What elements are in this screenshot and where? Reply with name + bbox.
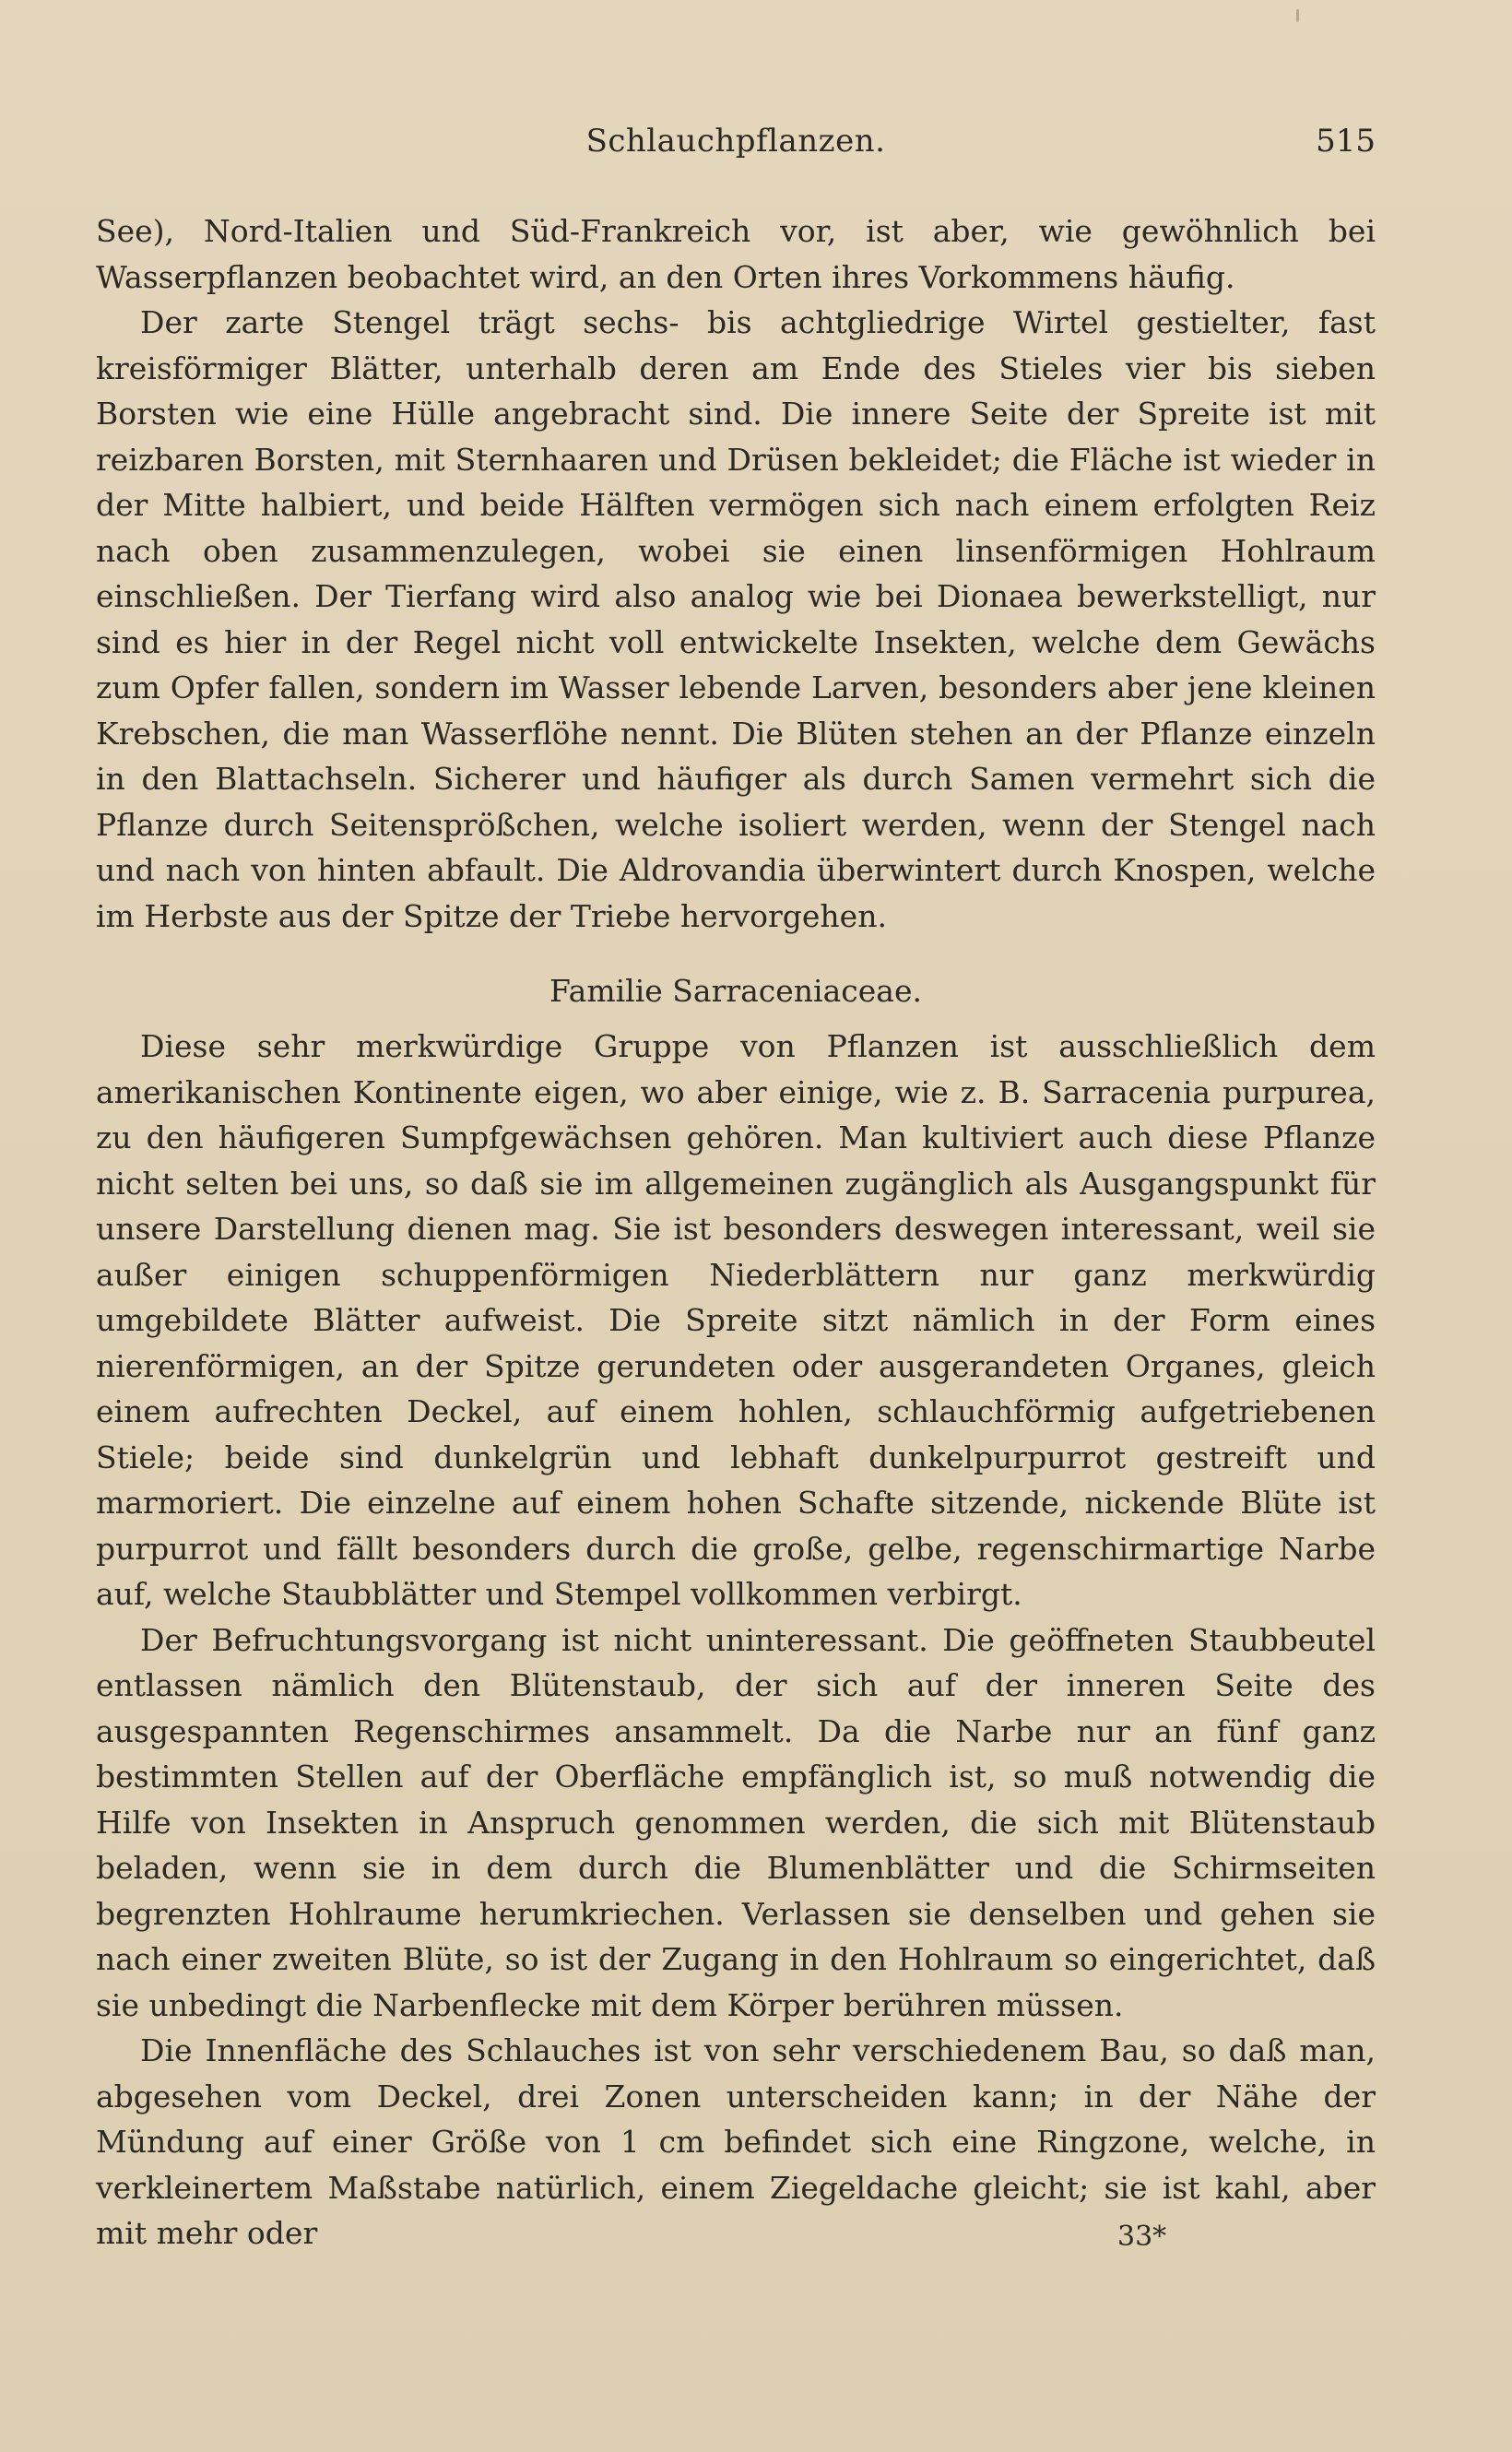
section-heading: Familie Sarraceniaceae.: [549, 973, 922, 1009]
paragraph-3: Diese sehr merkwürdige Gruppe von Pflanzen ist ausschließlich dem amerikanischen Kontinente eigen, wo aber einige, wie z. B. Sarracenia purpurea, zu den häufigeren Sumpfgewächsen gehören. Man kultiviert auch diese Pflanze nicht selten bei uns, so daß sie im allgemeinen zugänglich als Ausgangspunkt für unsere Darstellung dienen mag. Sie ist besonders deswegen interessant, weil sie außer einigen schuppenförmigen Niederblättern nur ganz merkwürdig umgebildete Blätter aufweist. Die Spreite sitzt nämlich in der Form eines nierenförmigen, an der Spitze gerundeten oder ausgerandeten Organes, gleich einem aufrechten Deckel, auf einem hohlen, schlauchförmig aufgetriebenen Stiele; beide sind dunkelgrün und lebhaft dunkelpurpurrot gestreift und marmoriert. Die einzelne auf einem hohen Schafte sitzende, nickende Blüte ist purpurrot und fällt besonders durch die große, gelbe, regenschirmartige Narbe auf, welche Staubblätter und Stempel vollkommen verbirgt.: [96, 1028, 1376, 1612]
paragraph-5: Die Innenfläche des Schlauches ist von sehr verschiedenem Bau, so daß man, abgesehen vom Deckel, drei Zonen unterscheiden kann; in der Nähe der Mündung auf einer Größe von 1 cm befindet sich eine Ringzone, welche, in verkleinertem Maßstabe natürlich, einem Ziegeldache gleicht; sie ist kahl, aber mit mehr oder: [96, 2032, 1376, 2251]
page-number: 515: [1316, 123, 1376, 160]
running-header: [96, 118, 1376, 164]
paper-speck: [1296, 9, 1299, 22]
paragraph-4: Der Befruchtungsvorgang ist nicht uninteressant. Die geöffneten Staubbeutel entlassen nämlich den Blütenstaub, der sich auf der inneren Seite des ausgespannten Regenschirmes ansammelt. Da die Narbe nur an fünf ganz bestimmten Stellen auf der Oberfläche empfänglich ist, so muß notwendig die Hilfe von Insekten in Anspruch genommen werden, die sich mit Blütenstaub beladen, wenn sie in dem durch die Blumenblätter und die Schirmseiten begrenzten Hohlraume herumkriechen. Verlassen sie denselben und gehen sie nach einer zweiten Blüte, so ist der Zugang in den Hohlraum so eingerichtet, daß sie unbedingt die Narbenflecke mit dem Körper berühren müssen.: [96, 1621, 1376, 2023]
body-text: [96, 208, 1376, 2257]
paragraph-1: See), Nord-Italien und Süd-Frankreich vor, ist aber, wie gewöhnlich bei Wasserpflanzen beobachtet wird, an den Orten ihres Vorkommens häufig.: [96, 213, 1376, 295]
signature-mark: 33*: [1117, 2221, 1167, 2253]
running-title: Schlauchpflanzen.: [585, 123, 886, 160]
paragraph-2: Der zarte Stengel trägt sechs- bis achtgliedrige Wirtel gestielter, fast kreisförmiger Blätter, unterhalb deren am Ende des Stieles vier bis sieben Borsten wie eine Hülle angebracht sind. Die innere Seite der Spreite ist mit reizbaren Borsten, mit Sternhaaren und Drüsen bekleidet; die Fläche ist wieder in der Mitte halbiert, und beide Hälften vermögen sich nach einem erfolgten Reiz nach oben zusammenzulegen, wobei sie einen linsenförmigen Hohlraum einschließen. Der Tierfang wird also analog wie bei Dionaea bewerkstelligt, nur sind es hier in der Regel nicht voll entwickelte Insekten, welche dem Gewächs zum Opfer fallen, sondern im Wasser lebende Larven, besonders aber jene kleinen Krebschen, die man Wasserflöhe nennt. Die Blüten stehen an der Pflanze einzeln in den Blattachseln. Sicherer und häufiger als durch Samen vermehrt sich die Pflanze durch Seitensprößchen, welche isoliert werden, wenn der Stengel nach und nach von hinten abfault. Die Aldrovandia überwintert durch Knospen, welche im Herbste aus der Spitze der Triebe hervorgehen.: [96, 304, 1376, 934]
